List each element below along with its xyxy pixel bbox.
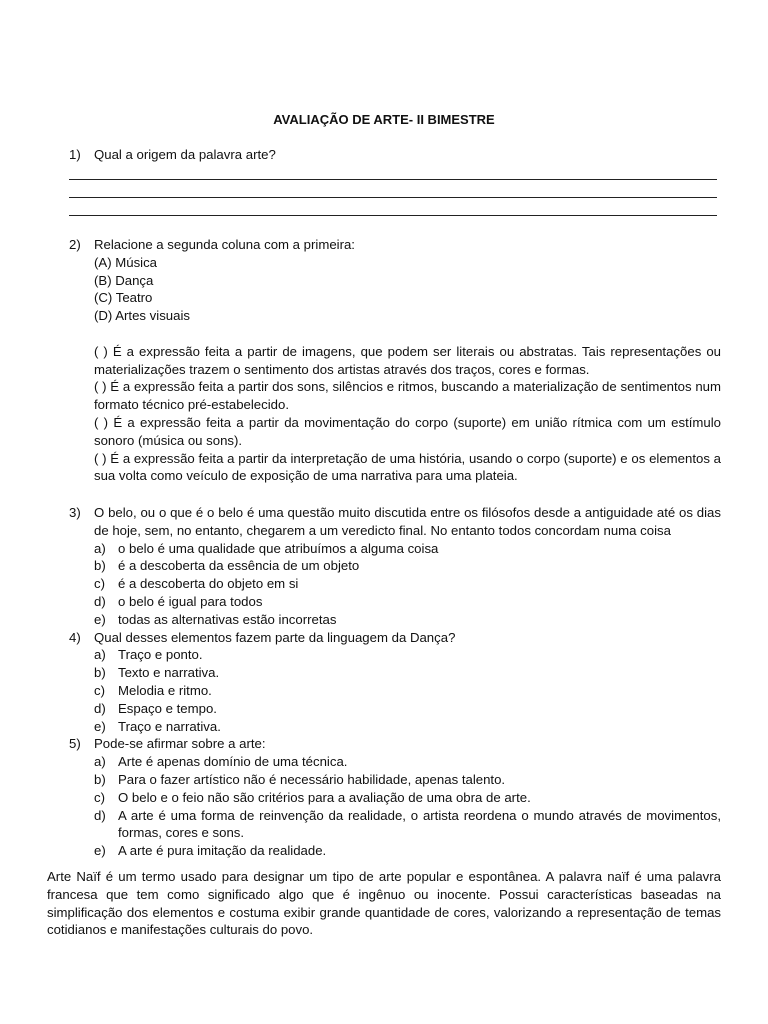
question-1 (69, 146, 721, 164)
option-item: (B) Dança (94, 272, 154, 288)
alternative-item: b) Texto e narrativa. (94, 665, 220, 681)
alternative-item: b) é a descoberta da essência de um objeto (94, 558, 360, 574)
alternative-item: b) Para o fazer artístico não é necessário habilidade, apenas talento. (94, 771, 506, 787)
alternative-item: c) O belo e o feio não são critérios para a avaliação de uma obra de arte. (94, 789, 531, 805)
statement-item: ( ) É a expressão feita a partir da movimentação do corpo (suporte) em união rítmica com um estímulo sonoro (música ou sons). (94, 414, 721, 448)
answer-line (69, 179, 717, 180)
alternative-item: e) Traço e narrativa. (94, 718, 221, 734)
question-number: 1) (69, 147, 81, 162)
option-item: (C) Teatro (94, 290, 153, 306)
options-list (69, 254, 721, 485)
alternatives-list (69, 753, 721, 860)
question-2 (69, 236, 721, 485)
statement-item: ( ) É a expressão feita a partir de imagens, que podem ser literais ou abstratas. Tais representações ou materializações trazem o sentimento dos artistas através dos traços, cores e formas. (94, 343, 721, 377)
question-text: Qual a origem da palavra arte? (94, 147, 276, 162)
statement-item: ( ) É a expressão feita a partir da interpretação de uma história, usando o corpo (suporte) e os elementos a sua volta como veículo de exposição de uma narrativa para uma plateia. (94, 450, 721, 484)
alternative-item: e) A arte é pura imitação da realidade. (94, 843, 327, 859)
question-text: O belo, ou o que é o belo é uma questão muito discutida entre os filósofos desde a antiguidade até os dias de hoje, sem, no entanto, chegarem a um veredicto final. No entanto todos concordam numa coisa (94, 505, 721, 538)
page-title: AVALIAÇÃO DE ARTE- II BIMESTRE (273, 112, 495, 127)
question-text: Relacione a segunda coluna com a primeira: (94, 237, 355, 252)
alternatives-list (69, 646, 721, 735)
question-5 (69, 735, 721, 753)
question-number: 5) (69, 736, 81, 752)
question-number: 3) (69, 505, 81, 520)
option-item: (A) Música (94, 254, 158, 270)
alternative-item: a) o belo é uma qualidade que atribuímos a alguma coisa (94, 540, 439, 556)
answer-line (69, 197, 717, 198)
question-number: 4) (69, 629, 81, 645)
question-number: 2) (69, 237, 81, 252)
alternative-item: c) Melodia e ritmo. (94, 682, 212, 698)
question-4 (69, 629, 721, 647)
statement-item: ( ) É a expressão feita a partir dos sons, silêncios e ritmos, buscando a materialização de sentimentos num formato técnico pré-estabelecido. (94, 379, 721, 413)
question-text: Qual desses elementos fazem parte da linguagem da Dança? (94, 629, 456, 645)
alternative-item: d) Espaço e tempo. (94, 700, 217, 716)
alternative-item: d) o belo é igual para todos (94, 593, 263, 609)
alternative-item: c) é a descoberta do objeto em si (94, 576, 299, 592)
answer-line (69, 215, 717, 216)
question-text: Pode-se afirmar sobre a arte: (94, 736, 266, 752)
closing-paragraph: Arte Naïf é um termo usado para designar um tipo de arte popular e espontânea. A palavra naïf é uma palavra francesa que tem como significado algo que é ingênuo ou inocente. Possui características baseadas na simplificação dos elementos e costuma exibir grande quantidade de cores, valorizando a representação de temas cotidianos e manifestações culturais do povo. (47, 869, 721, 938)
alternative-item: d) A arte é uma forma de reinvenção da realidade, o artista reordena o mundo através de movimentos, formas, cores e sons. (94, 807, 721, 841)
question-3 (69, 504, 721, 860)
option-item: (D) Artes visuais (94, 308, 190, 324)
alternative-item: a) Traço e ponto. (94, 647, 203, 663)
alternative-item: a) Arte é apenas domínio de uma técnica. (94, 754, 348, 770)
alternatives-list (69, 540, 721, 629)
alternative-item: e) todas as alternativas estão incorretas (94, 611, 337, 627)
